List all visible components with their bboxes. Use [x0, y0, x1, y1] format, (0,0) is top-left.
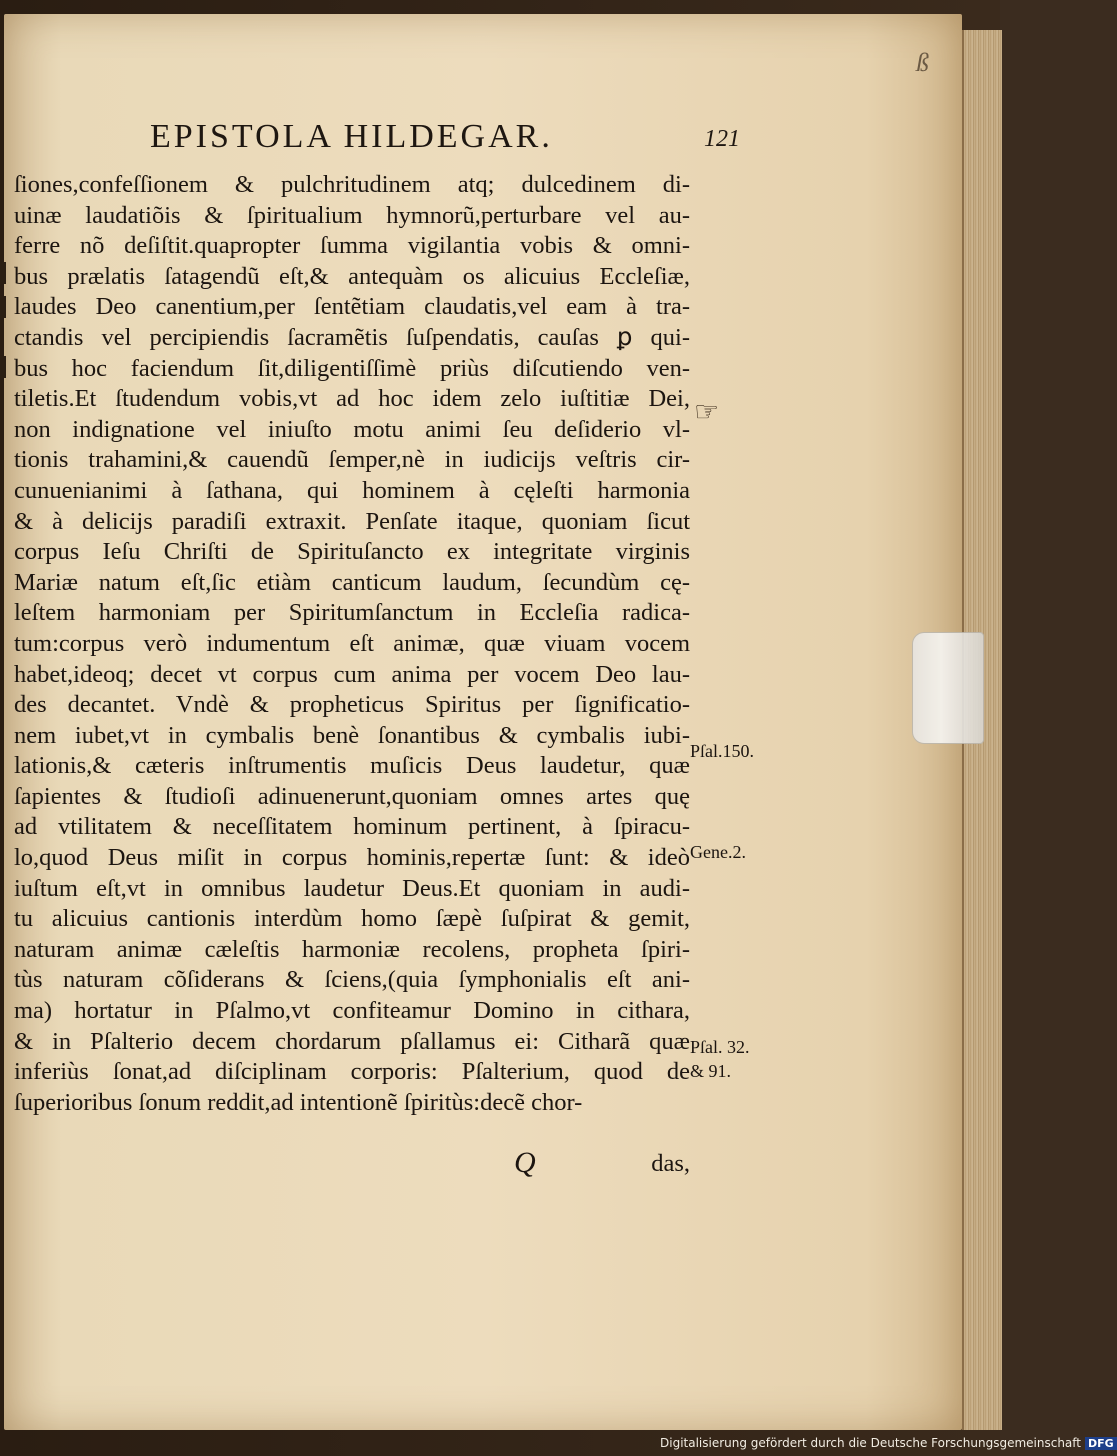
text-line: ferre nõ deſiſtit.quapropter ſumma vigilantia vobis & omni-	[14, 232, 690, 260]
text-line: ſapientes & ſtudioſi adinuenerunt,quoniam omnes artes quę	[14, 782, 690, 810]
text-line: tiletis.Et ſtudendum vobis,vt ad hoc idem zelo iuſtitiæ Dei,	[14, 385, 690, 413]
text-line: bus prælatis ſatagendũ eſt,& antequàm os alicuius Eccleſiæ,	[14, 262, 690, 290]
margin-note: & 91.	[690, 1061, 732, 1081]
text-line: ſiones,confeſſionem & pulchritudinem atq; dulcedinem di-	[14, 171, 690, 198]
running-title: EPISTOLA HILDEGAR.	[150, 118, 553, 155]
text-line: lo,quod Deus miſit in corpus hominis,repertæ ſunt: & ideò	[14, 844, 690, 872]
edge-mark	[0, 356, 6, 378]
text-line: non indignatione vel iniuſto motu animi ſeu deſiderio vl-	[14, 415, 690, 443]
edge-mark	[0, 262, 6, 284]
text-line: bus hoc faciendum ſit,diligentiſſimè priùs diſcutiendo ven-	[14, 354, 690, 382]
page-clip	[912, 632, 984, 744]
text-line: laudes Deo canentium,per ſentẽtiam claudatis,vel eam à tra-	[14, 293, 690, 321]
manicule-icon: ☞	[694, 397, 720, 428]
text-line: des decantet. Vndè & propheticus Spiritus per ſignificatio-	[14, 691, 690, 719]
text-line: ma) hortatur in Pſalmo,vt confiteamur Domino in cithara,	[14, 997, 690, 1025]
text-line: nem iubet,vt in cymbalis benè ſonantibus & cymbalis iubi-	[14, 721, 690, 749]
text-line: Mariæ natum eſt,ſic etiàm canticum laudum, ſecundùm cę-	[14, 568, 690, 596]
text-line: & à delicijs paradiſi extraxit. Penſate itaque, quoniam ſicut	[14, 507, 690, 535]
folio-number: 121	[704, 126, 740, 152]
text-line: lationis,& cæteris inſtrumentis muſicis Deus laudetur, quæ	[14, 752, 690, 780]
text-line: iuſtum eſt,vt in omnibus laudetur Deus.Et quoniam in audi-	[14, 874, 690, 902]
text-line: ad vtilitatem & neceſſitatem hominum pertinent, à ſpiracu-	[14, 813, 690, 841]
text-line: naturam animæ cæleſtis harmoniæ recolens, propheta ſpiri-	[14, 935, 690, 963]
text-line: ſuperioribus ſonum reddit,ad intentionẽ ſpiritùs:decẽ chor-	[14, 1088, 583, 1116]
footer-credit: Digitalisierung gefördert durch die Deutsche Forschungsgemeinschaft	[660, 1436, 1082, 1450]
catchword: das,	[651, 1150, 690, 1177]
dfg-logo: DFG	[1085, 1437, 1117, 1450]
body-text	[14, 170, 690, 1118]
text-line: tu alicuius cantionis interdùm homo ſæpè ſuſpirat & gemit,	[14, 905, 690, 933]
edge-mark	[0, 296, 6, 318]
text-line: tionis trahamini,& cauendũ ſemper,nè in iudicijs veſtris cir-	[14, 446, 690, 474]
text-line: cunuenianimi à ſathana, qui hominem à cęleſti harmonia	[14, 476, 690, 504]
footer	[660, 1436, 1117, 1450]
text-line: leſtem harmoniam per Spiritumſanctum in Eccleſia radica-	[14, 599, 690, 627]
text-line: ctandis vel percipiendis ſacramẽtis ſuſpendatis, cauſas ꝑ qui-	[14, 323, 690, 351]
text-line: uinæ laudatiõis & ſpiritualium hymnorũ,perturbare vel au-	[14, 201, 690, 229]
margin-note: Pſal. 32.	[690, 1037, 750, 1057]
text-line: inferiùs ſonat,ad diſciplinam corporis: Pſalterium, quod de	[14, 1058, 690, 1086]
text-line: tùs naturam cõſiderans & ſciens,(quia ſymphonialis eſt ani-	[14, 966, 690, 994]
catch-row	[14, 1146, 690, 1186]
text-line: & in Pſalterio decem chordarum pſallamus ei: Citharã quæ	[14, 1027, 690, 1055]
text-line: tum:corpus verò indumentum eſt animæ, quæ viuam vocem	[14, 629, 690, 657]
text-line: corpus Ieſu Chriſti de Spirituſancto ex integritate virginis	[14, 538, 690, 566]
margin-note: Pſal.150.	[690, 741, 755, 761]
page-header	[150, 118, 740, 168]
margin-note: Gene.2.	[690, 842, 746, 862]
handwritten-mark: ß	[916, 48, 929, 77]
signature-mark: Q	[514, 1146, 536, 1179]
text-line: habet,ideoq; decet vt corpus cum anima per vocem Deo lau-	[14, 660, 690, 688]
